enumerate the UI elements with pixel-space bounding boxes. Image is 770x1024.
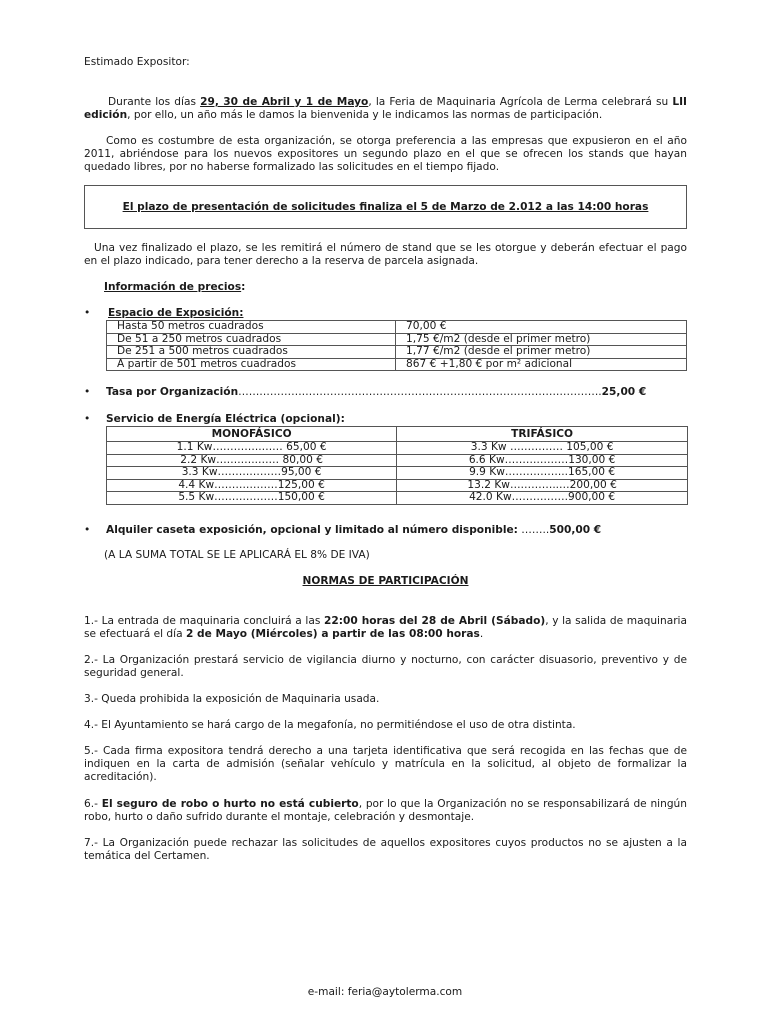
rule-text: 1.- La entrada de maquinaria concluirá a las [84,615,325,627]
greeting: Estimado Expositor: [84,56,190,68]
tri-price-cell: 9.9 Kw……………...165,00 € [397,467,688,480]
mono-header: MONOFÁSICO [107,427,397,442]
bullet-icon: • [84,413,91,425]
rule-2: 2.- La Organización prestará servicio de vigilancia diurno y nocturno, con carácter disuasorio, preventivo y de seguridad general. [84,654,687,679]
intro-text: , por ello, un año más le damos la bienvenida y le indicamos las normas de participación. [127,109,603,121]
exhibition-size-cell: Hasta 50 metros cuadrados [107,321,396,334]
rule-7: 7.- La Organización puede rechazar las solicitudes de aquellos expositores cuyos productos no se ajusten a la temática del Certamen. [84,837,687,862]
mono-price-cell: 5.5 Kw………………150,00 € [107,492,397,505]
org-fee [106,386,696,399]
exhibition-block [106,307,687,371]
after-deadline-paragraph: Una vez finalizado el plazo, se les remitirá el número de stand que se les otorgue y deberán efectuar el pago en el plazo indicado, para tener derecho a la reserva de parcela asignada. [84,242,687,267]
rules-heading: NORMAS DE PARTICIPACIÓN [302,575,469,587]
edition-label: LII edición [84,96,687,121]
booth-value: 500,00 € [549,524,602,536]
intro-paragraph-1 [84,96,687,122]
bullet-icon: • [84,524,91,536]
rule-text: , por lo que la Organización no se responsabilizará de ningún robo, hurto o daño sufrido durante el montaje, celebración y desmontaje. [84,798,687,823]
rule-1-exit-time: 2 de Mayo (Miércoles) a partir de las 08:00 horas [185,628,480,640]
energy-title: Servicio de Energía Eléctrica (opcional): [106,413,345,425]
exhibition-price-cell: 867 € +1,80 € por m² adicional [396,358,687,371]
prices-heading-text: Información de precios [104,281,242,293]
exhibition-size-cell: De 51 a 250 metros cuadrados [107,333,396,346]
vat-note: (A LA SUMA TOTAL SE LE APLICARÁ EL 8% DE IVA) [104,549,370,561]
rule-6 [84,798,687,824]
org-fee-value: 25,00 € [601,386,647,398]
energy-row [107,442,688,455]
bullet-icon: • [84,307,91,319]
energy-row [107,454,688,467]
booth-label: Alquiler caseta exposición, opcional y limitado al número disponible: [106,524,518,536]
booth-rental [106,524,696,537]
rule-text: . [479,628,484,640]
event-dates: 29, 30 de Abril y 1 de Mayo [200,96,369,108]
exhibition-row [107,346,687,359]
mono-price-cell: 1.1 Kw…………..…… 65,00 € [107,442,397,455]
mono-price-cell: 2.2 Kw…….…..…… 80,00 € [107,454,397,467]
tri-price-cell: 6.6 Kw………………130,00 € [397,454,688,467]
deadline-notice: El plazo de presentación de solicitudes finaliza el 5 de Marzo de 2.012 a las 14:00 horas [122,200,649,213]
energy-price-table [106,426,688,505]
exhibition-size-cell: A partir de 501 metros cuadrados [107,358,396,371]
exhibition-section [84,307,687,377]
exhibition-title: Espacio de Exposición: [108,307,244,319]
energy-row [107,492,688,505]
booth-dots: …….. [517,524,550,536]
rule-1 [84,615,687,641]
exhibition-price-cell: 1,75 €/m2 (desde el primer metro) [396,333,687,346]
prices-heading [104,281,684,294]
exhibition-size-cell: De 251 a 500 metros cuadrados [107,346,396,359]
exhibition-row [107,333,687,346]
exhibition-price-cell: 70,00 € [396,321,687,334]
intro-text: , la Feria de Maquinaria Agrícola de Lerma celebrará su [368,96,673,108]
exhibition-row [107,321,687,334]
rule-4: 4.- El Ayuntamiento se hará cargo de la megafonía, no permitiéndose el uso de otra distinta. [84,719,576,731]
org-fee-label: Tasa por Organización [106,386,239,398]
deadline-notice-box [84,185,687,229]
tri-price-cell: 42.0 Kw…………….900,00 € [397,492,688,505]
exhibition-price-table [106,320,687,371]
rule-6-insurance: El seguro de robo o hurto no está cubierto [101,798,359,810]
rule-5: 5.- Cada firma expositora tendrá derecho a una tarjeta identificativa que será recogida en las fechas que de indiquen en la carta de admisión (señalar vehículo y matrícula en la solicitud, al objeto de formalizar la acreditación). [84,745,687,783]
exhibition-row [107,358,687,371]
rule-3: 3.- Queda prohibida la exposición de Maquinaria usada. [84,693,380,705]
energy-block [106,413,688,505]
mono-price-cell: 4.4 Kw………………125,00 € [107,479,397,492]
prices-heading-colon: : [241,281,246,293]
bullet-icon: • [84,386,91,398]
energy-row [107,467,688,480]
rule-text: 6.- [84,798,102,810]
rule-1-entry-time: 22:00 horas del 28 de Abril (Sábado) [324,615,546,627]
tri-price-cell: 13.2 Kw…………..…200,00 € [397,479,688,492]
footer-email[interactable]: e-mail: feria@aytolerma.com [307,986,463,998]
tri-price-cell: 3.3 Kw …………… 105,00 € [397,442,688,455]
rule-text: , y la salida de maquinaria se efectuará el día [84,615,687,640]
tri-header: TRIFÁSICO [397,427,688,442]
exhibition-price-cell: 1,77 €/m2 (desde el primer metro) [396,346,687,359]
mono-price-cell: 3.3 Kw………………95,00 € [107,467,397,480]
org-fee-dots: …………………………………………………………………………………………. [238,386,602,398]
intro-paragraph-2: Como es costumbre de esta organización, se otorga preferencia a las empresas que expusieron en el año 2011, abriéndose para los nuevos expositores un segundo plazo en el que se ofrecen los stands que hayan quedado libres, por no haberse formalizado las solicitudes en el tiempo fijado. [84,135,687,173]
intro-text: Durante los días [108,96,201,108]
energy-row [107,479,688,492]
